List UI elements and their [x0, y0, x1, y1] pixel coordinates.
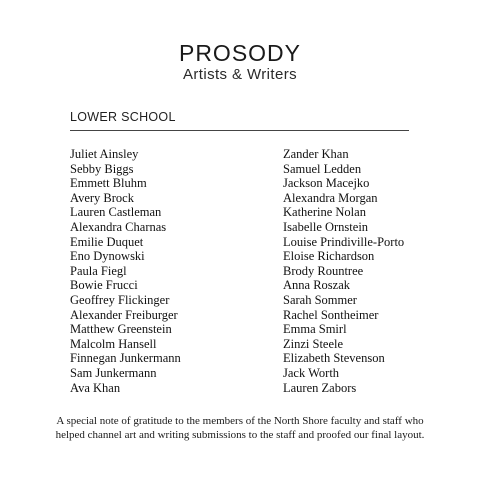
gratitude-note-line: helped channel art and writing submissions to the staff and proofed our final layout. — [55, 428, 425, 441]
list-item: Ava Khan — [70, 380, 121, 395]
list-item: Jackson Macejko — [283, 176, 370, 191]
list-item: Lauren Zabors — [283, 380, 357, 395]
list-item: Zinzi Steele — [283, 336, 344, 351]
section-heading: LOWER SCHOOL — [70, 110, 176, 124]
list-item: Geoffrey Flickinger — [70, 292, 170, 307]
list-item: Rachel Sontheimer — [283, 307, 379, 322]
list-item: Alexandra Morgan — [283, 190, 378, 205]
list-item: Sebby Biggs — [70, 161, 134, 176]
list-item: Emilie Duquet — [70, 234, 144, 249]
list-item: Zander Khan — [283, 147, 349, 161]
page-title: PROSODY — [178, 40, 302, 66]
list-item: Samuel Ledden — [283, 161, 362, 176]
list-item: Emmett Bluhm — [70, 176, 147, 191]
list-item: Sarah Sommer — [283, 292, 357, 307]
list-item: Jack Worth — [283, 365, 340, 380]
names-column-right — [283, 147, 404, 395]
list-item: Eno Dynowski — [70, 249, 145, 264]
list-item: Paula Fiegl — [70, 263, 127, 278]
list-item: Matthew Greenstein — [70, 322, 172, 337]
list-item: Eloise Richardson — [283, 249, 375, 264]
list-item: Brody Rountree — [283, 263, 364, 278]
list-item: Emma Smirl — [283, 322, 347, 337]
list-item: Isabelle Ornstein — [283, 219, 369, 234]
list-item: Bowie Frucci — [70, 278, 138, 293]
list-item: Louise Prindiville-Porto — [283, 234, 405, 249]
list-item: Alexander Freiburger — [70, 307, 178, 322]
list-item: Finnegan Junkermann — [70, 351, 181, 366]
gratitude-note — [20, 415, 460, 442]
list-item: Malcolm Hansell — [70, 336, 157, 351]
section-divider — [70, 130, 409, 131]
list-item: Lauren Castleman — [70, 205, 162, 220]
list-item: Alexandra Charnas — [70, 219, 167, 234]
page-subtitle: Artists & Writers — [182, 66, 298, 83]
list-item: Elizabeth Stevenson — [283, 351, 385, 366]
names-column-left — [70, 147, 181, 395]
list-item: Juliet Ainsley — [70, 147, 139, 161]
list-item: Avery Brock — [70, 190, 134, 205]
list-item: Katherine Nolan — [283, 205, 366, 220]
gratitude-note-line: A special note of gratitude to the members of the North Shore faculty and staff who — [56, 415, 424, 427]
list-item: Anna Roszak — [283, 278, 350, 293]
list-item: Sam Junkermann — [70, 365, 157, 380]
